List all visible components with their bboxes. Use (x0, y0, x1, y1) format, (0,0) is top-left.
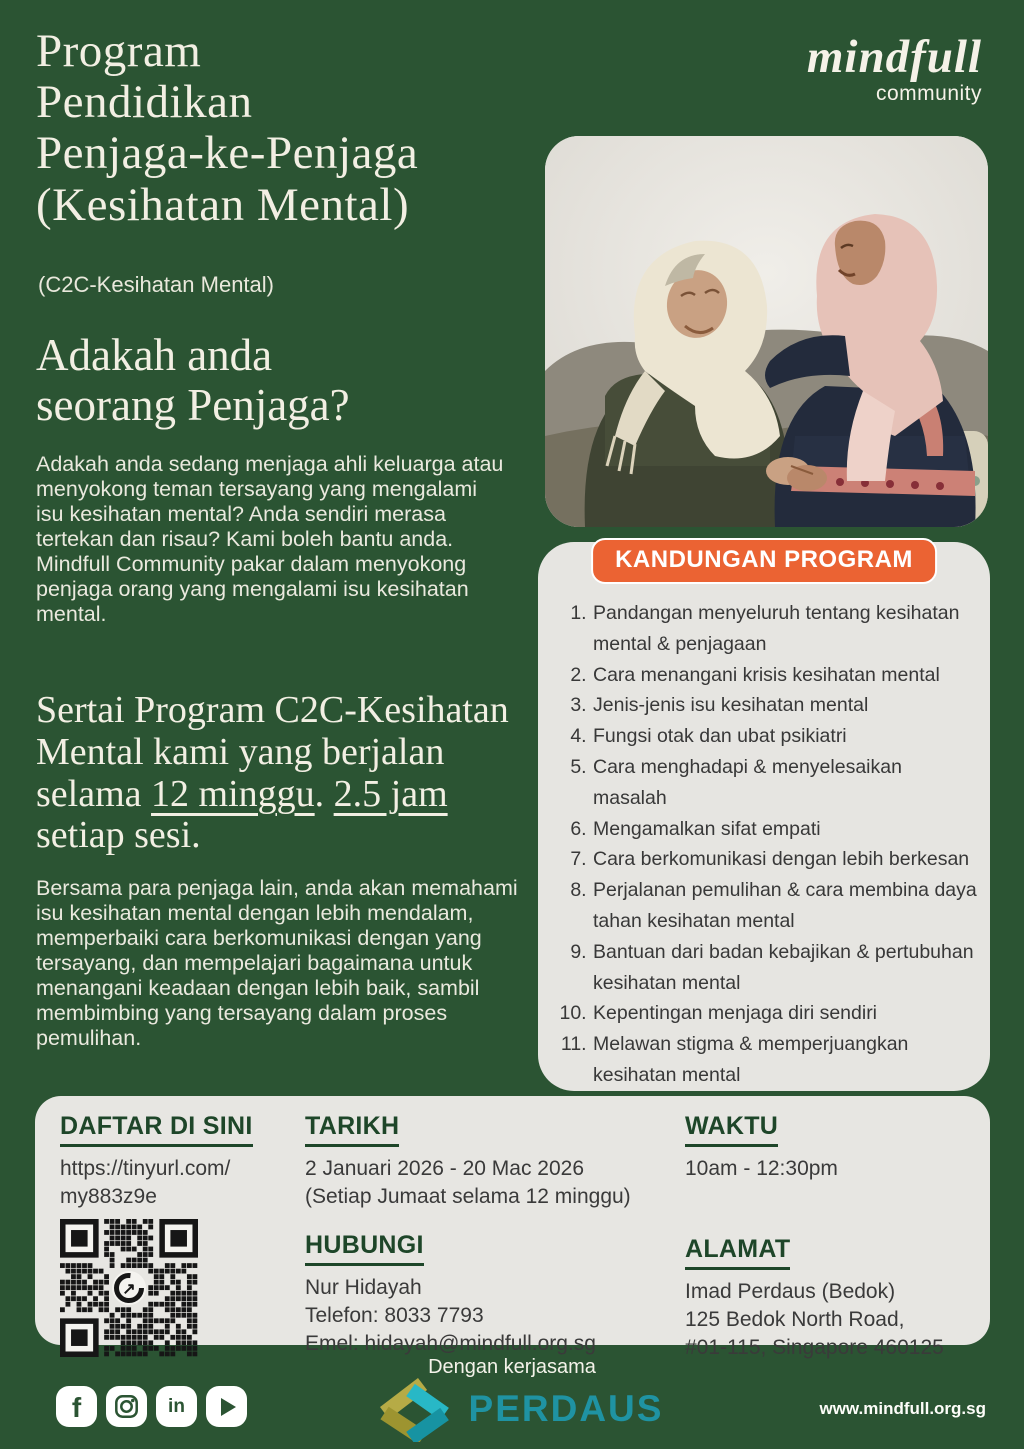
program-badge: KANDUNGAN PROGRAM (591, 538, 937, 584)
mindfull-logo (806, 31, 982, 105)
register-url[interactable]: https://tinyurl.com/ (60, 1157, 231, 1180)
youtube-icon[interactable] (206, 1386, 247, 1427)
qr-code[interactable] (60, 1219, 295, 1362)
program-content-panel (538, 542, 990, 1091)
underlined-duration: 12 minggu (151, 772, 315, 815)
facebook-icon[interactable]: f (56, 1386, 97, 1427)
date-range: 2 Januari 2026 - 20 Mac 2026 (305, 1157, 585, 1180)
subtitle: (C2C-Kesihatan Mental) (38, 272, 274, 297)
contact-name: Nur Hidayah (305, 1275, 422, 1299)
program-item: 4. Fungsi otak dan ubat psikiatri (592, 721, 980, 752)
time-address-section (685, 1112, 980, 1362)
perdaus-logo (361, 1376, 664, 1442)
info-card (35, 1096, 990, 1359)
underlined-session-length: 2.5 jam (333, 772, 448, 815)
program-item: 8. Perjalanan pemulihan & cara membina daya tahan kesihatan mental (592, 875, 980, 937)
date-note: (Setiap Jumaat selama 12 minggu) (305, 1184, 631, 1208)
website-link[interactable]: www.mindfull.org.sg (819, 1399, 986, 1418)
page-title (36, 26, 418, 231)
program-item: 9. Bantuan dari badan kebajikan & pertubuhan kesihatan mental (592, 937, 980, 999)
logo-sub-text: community (875, 82, 982, 105)
program-item: 2. Cara menangani krisis kesihatan mental (592, 660, 980, 691)
address-unit: #01-115, Singapore 460125 (685, 1335, 944, 1359)
time-heading: WAKTU (685, 1112, 778, 1147)
program-item: 3. Jenis-jenis isu kesihatan mental (592, 690, 980, 721)
contact-phone[interactable]: Telefon: 8033 7793 (305, 1303, 484, 1327)
linkedin-icon[interactable]: in (156, 1386, 197, 1427)
contact-email[interactable]: Emel: hidayah@mindfull.org.sg (305, 1331, 596, 1355)
date-heading: TARIKH (305, 1112, 399, 1147)
program-item: 10. Kepentingan menjaga diri sendiri (592, 998, 980, 1029)
logo-brand-text: mindfull (806, 31, 982, 83)
address-venue: Imad Perdaus (Bedok) (685, 1279, 896, 1303)
intro-paragraph: Adakah anda sedang menjaga ahli keluarga atau menyokong teman tersayang yang mengalami isu kesihatan mental? Anda sendiri merasa tertekan dan risau? Kami boleh bantu anda. Mindfull Community pakar dalam menyokong penjaga orang yang mengalami isu kesihatan mental. (36, 452, 504, 626)
caregivers-photo-illustration (545, 136, 988, 527)
title-line: (Kesihatan Mental) (36, 178, 410, 231)
instagram-icon[interactable] (106, 1386, 147, 1427)
time-value: 10am - 12:30pm (685, 1157, 838, 1180)
caregivers-photo (545, 136, 988, 527)
register-heading: DAFTAR DI SINI (60, 1112, 253, 1147)
title-line: Pendidikan (36, 76, 253, 129)
title-line: Program (36, 25, 202, 77)
address-heading: ALAMAT (685, 1235, 790, 1270)
program-item: 7. Cara berkomunikasi dengan lebih berkesan (592, 844, 980, 875)
join-paragraph: Bersama para penjaga lain, anda akan memahami isu kesihatan mental dengan lebih mendalam, memperbaiki cara berkomunikasi dengan yang tersayang, dan mempelajari bagaimana untuk menangani keadaan dengan lebih baik, sambil membimbing yang tersayang dalam proses pemulihan. (36, 876, 518, 1050)
program-item: 1. Pandangan menyeluruh tentang kesihatan mental & penjagaan (592, 598, 980, 660)
date-contact-section (305, 1112, 705, 1358)
register-section (60, 1112, 295, 1362)
program-list (538, 598, 980, 1122)
address-street: 125 Bedok North Road, (685, 1307, 905, 1331)
title-line: Penjaga-ke-Penjaga (36, 127, 419, 180)
program-item: 5. Cara menghadapi & menyelesaikan masalah (592, 752, 980, 814)
register-url-code[interactable]: my883z9e (60, 1184, 157, 1208)
join-heading: Sertai Program C2C-Kesihatan Mental kami yang berjalan selama 12 minggu. 2.5 jam setiap sesi. (36, 689, 509, 857)
social-icons (56, 1386, 247, 1427)
perdaus-mark-icon (361, 1376, 453, 1442)
svg-text:↗: ↗ (122, 1280, 136, 1298)
program-item: 11. Melawan stigma & memperjuangkan kesihatan mental (592, 1029, 980, 1091)
contact-heading: HUBUNGI (305, 1231, 424, 1266)
collaboration-label: Dengan kerjasama (428, 1356, 596, 1378)
perdaus-name: PERDAUS (468, 1388, 664, 1429)
program-item: 6. Mengamalkan sifat empati (592, 814, 980, 845)
question-heading: Adakah anda seorang Penjaga? (36, 330, 350, 431)
